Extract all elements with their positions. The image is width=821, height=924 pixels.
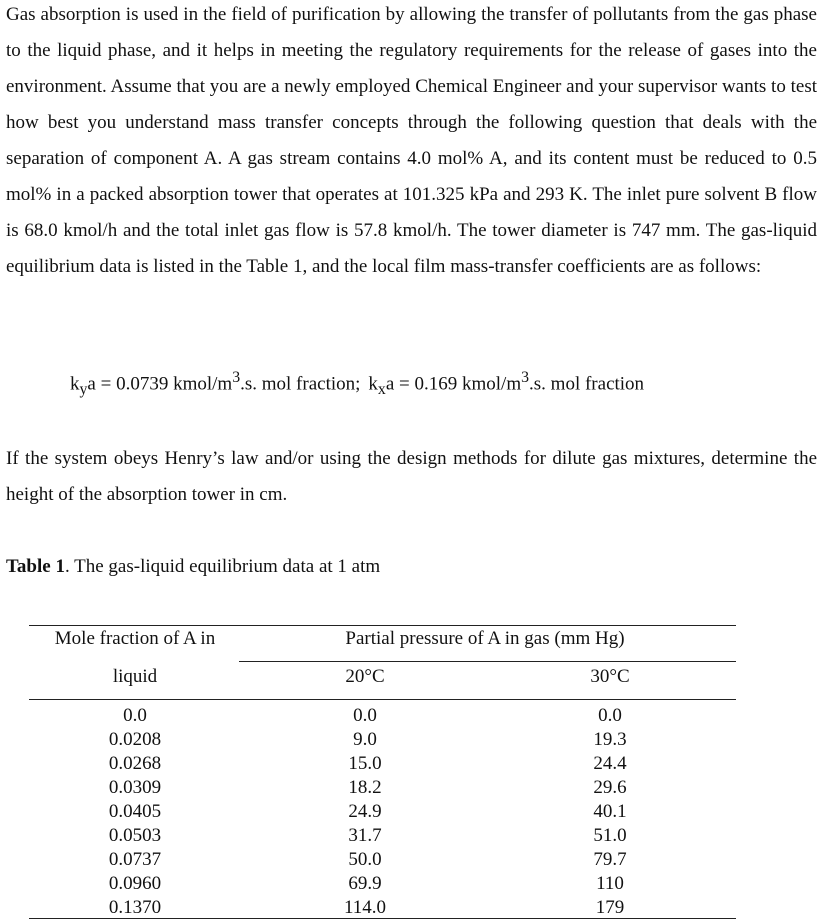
table-caption <box>6 553 380 581</box>
ky-unit-tail: .s. mol fraction; <box>240 373 361 395</box>
mass-transfer-coefficients <box>70 364 644 404</box>
table-cell: 40.1 <box>593 801 627 822</box>
kx-symbol: k <box>368 373 378 395</box>
table-cell: 0.0 <box>598 705 622 726</box>
table-cell: 179 <box>595 897 625 918</box>
table-top-rule <box>29 625 736 626</box>
table-cell: 114.0 <box>343 897 387 918</box>
table-caption-text: . The gas-liquid equilibrium data at 1 atm <box>64 556 381 577</box>
table-cell: 0.0 <box>353 705 377 726</box>
ky-subscript: y <box>79 381 88 399</box>
table-cell: 0.0309 <box>108 777 162 798</box>
header-20c: 20°C <box>345 666 385 687</box>
kx-unit-exponent: 3 <box>521 369 530 386</box>
table-cell: 0.0268 <box>108 753 162 774</box>
table-cell: 0.0 <box>123 705 147 726</box>
table-group-rule <box>239 661 736 662</box>
kx-unit-tail: .s. mol fraction <box>529 373 645 395</box>
table-cell: 51.0 <box>593 825 627 846</box>
table-cell: 31.7 <box>348 825 382 846</box>
table-cell: 29.6 <box>593 777 627 798</box>
table-cell: 69.9 <box>348 873 382 894</box>
table-cell: 79.7 <box>593 849 627 870</box>
table-cell: 0.0405 <box>108 801 162 822</box>
column-30c <box>510 704 710 920</box>
question-text: If the system obeys Henry’s law and/or using the design methods for dilute gas mixtures, determine the height of the absorption tower in cm. <box>6 448 817 505</box>
header-mole-fraction-line1: Mole fraction of A in <box>54 628 216 649</box>
ky-unit-exponent: 3 <box>232 369 241 386</box>
table-cell: 0.0960 <box>108 873 162 894</box>
table-cell: 19.3 <box>593 729 627 750</box>
table-caption-label: Table 1 <box>6 556 65 577</box>
column-mole-fraction <box>35 704 235 920</box>
header-30c: 30°C <box>590 666 630 687</box>
table-cell: 0.0737 <box>108 849 162 870</box>
table-cell: 24.4 <box>593 753 627 774</box>
table-cell: 110 <box>596 873 624 894</box>
table-cell: 24.9 <box>348 801 382 822</box>
header-partial-pressure: Partial pressure of A in gas (mm Hg) <box>345 628 625 649</box>
table-cell: 50.0 <box>348 849 382 870</box>
ky-value: a = 0.0739 kmol/m <box>87 373 233 395</box>
ky-symbol: k <box>70 373 80 395</box>
table-cell: 0.1370 <box>108 897 162 918</box>
table-header-rule <box>29 699 736 700</box>
table-cell: 18.2 <box>348 777 382 798</box>
header-mole-fraction-line2: liquid <box>112 666 158 687</box>
problem-statement: Gas absorption is used in the field of purification by allowing the transfer of pollutants from the gas phase to the liquid phase, and it helps in meeting the regulatory requirements for the release of gases into the environment. Assume that you are a newly employed Chemical Engineer and your supervisor wants to test how best you understand mass transfer concepts through the following question that deals with the separation of component A. A gas stream contains 4.0 mol% A, and its content must be reduced to 0.5 mol% in a packed absorption tower that operates at 101.325 kPa and 293 K. The inlet pure solvent B flow is 68.0 kmol/h and the total inlet gas flow is 57.8 kmol/h. The tower diameter is 747 mm. The gas-liquid equilibrium data is listed in the Table 1, and the local film mass-transfer coefficients are as follows: <box>6 4 817 277</box>
table-cell: 0.0503 <box>108 825 162 846</box>
kx-value: a = 0.169 kmol/m <box>385 373 522 395</box>
kx-subscript: x <box>377 381 386 399</box>
table-cell: 0.0208 <box>108 729 162 750</box>
table-cell: 15.0 <box>348 753 382 774</box>
column-20c <box>260 704 470 920</box>
table-cell: 9.0 <box>353 729 377 750</box>
